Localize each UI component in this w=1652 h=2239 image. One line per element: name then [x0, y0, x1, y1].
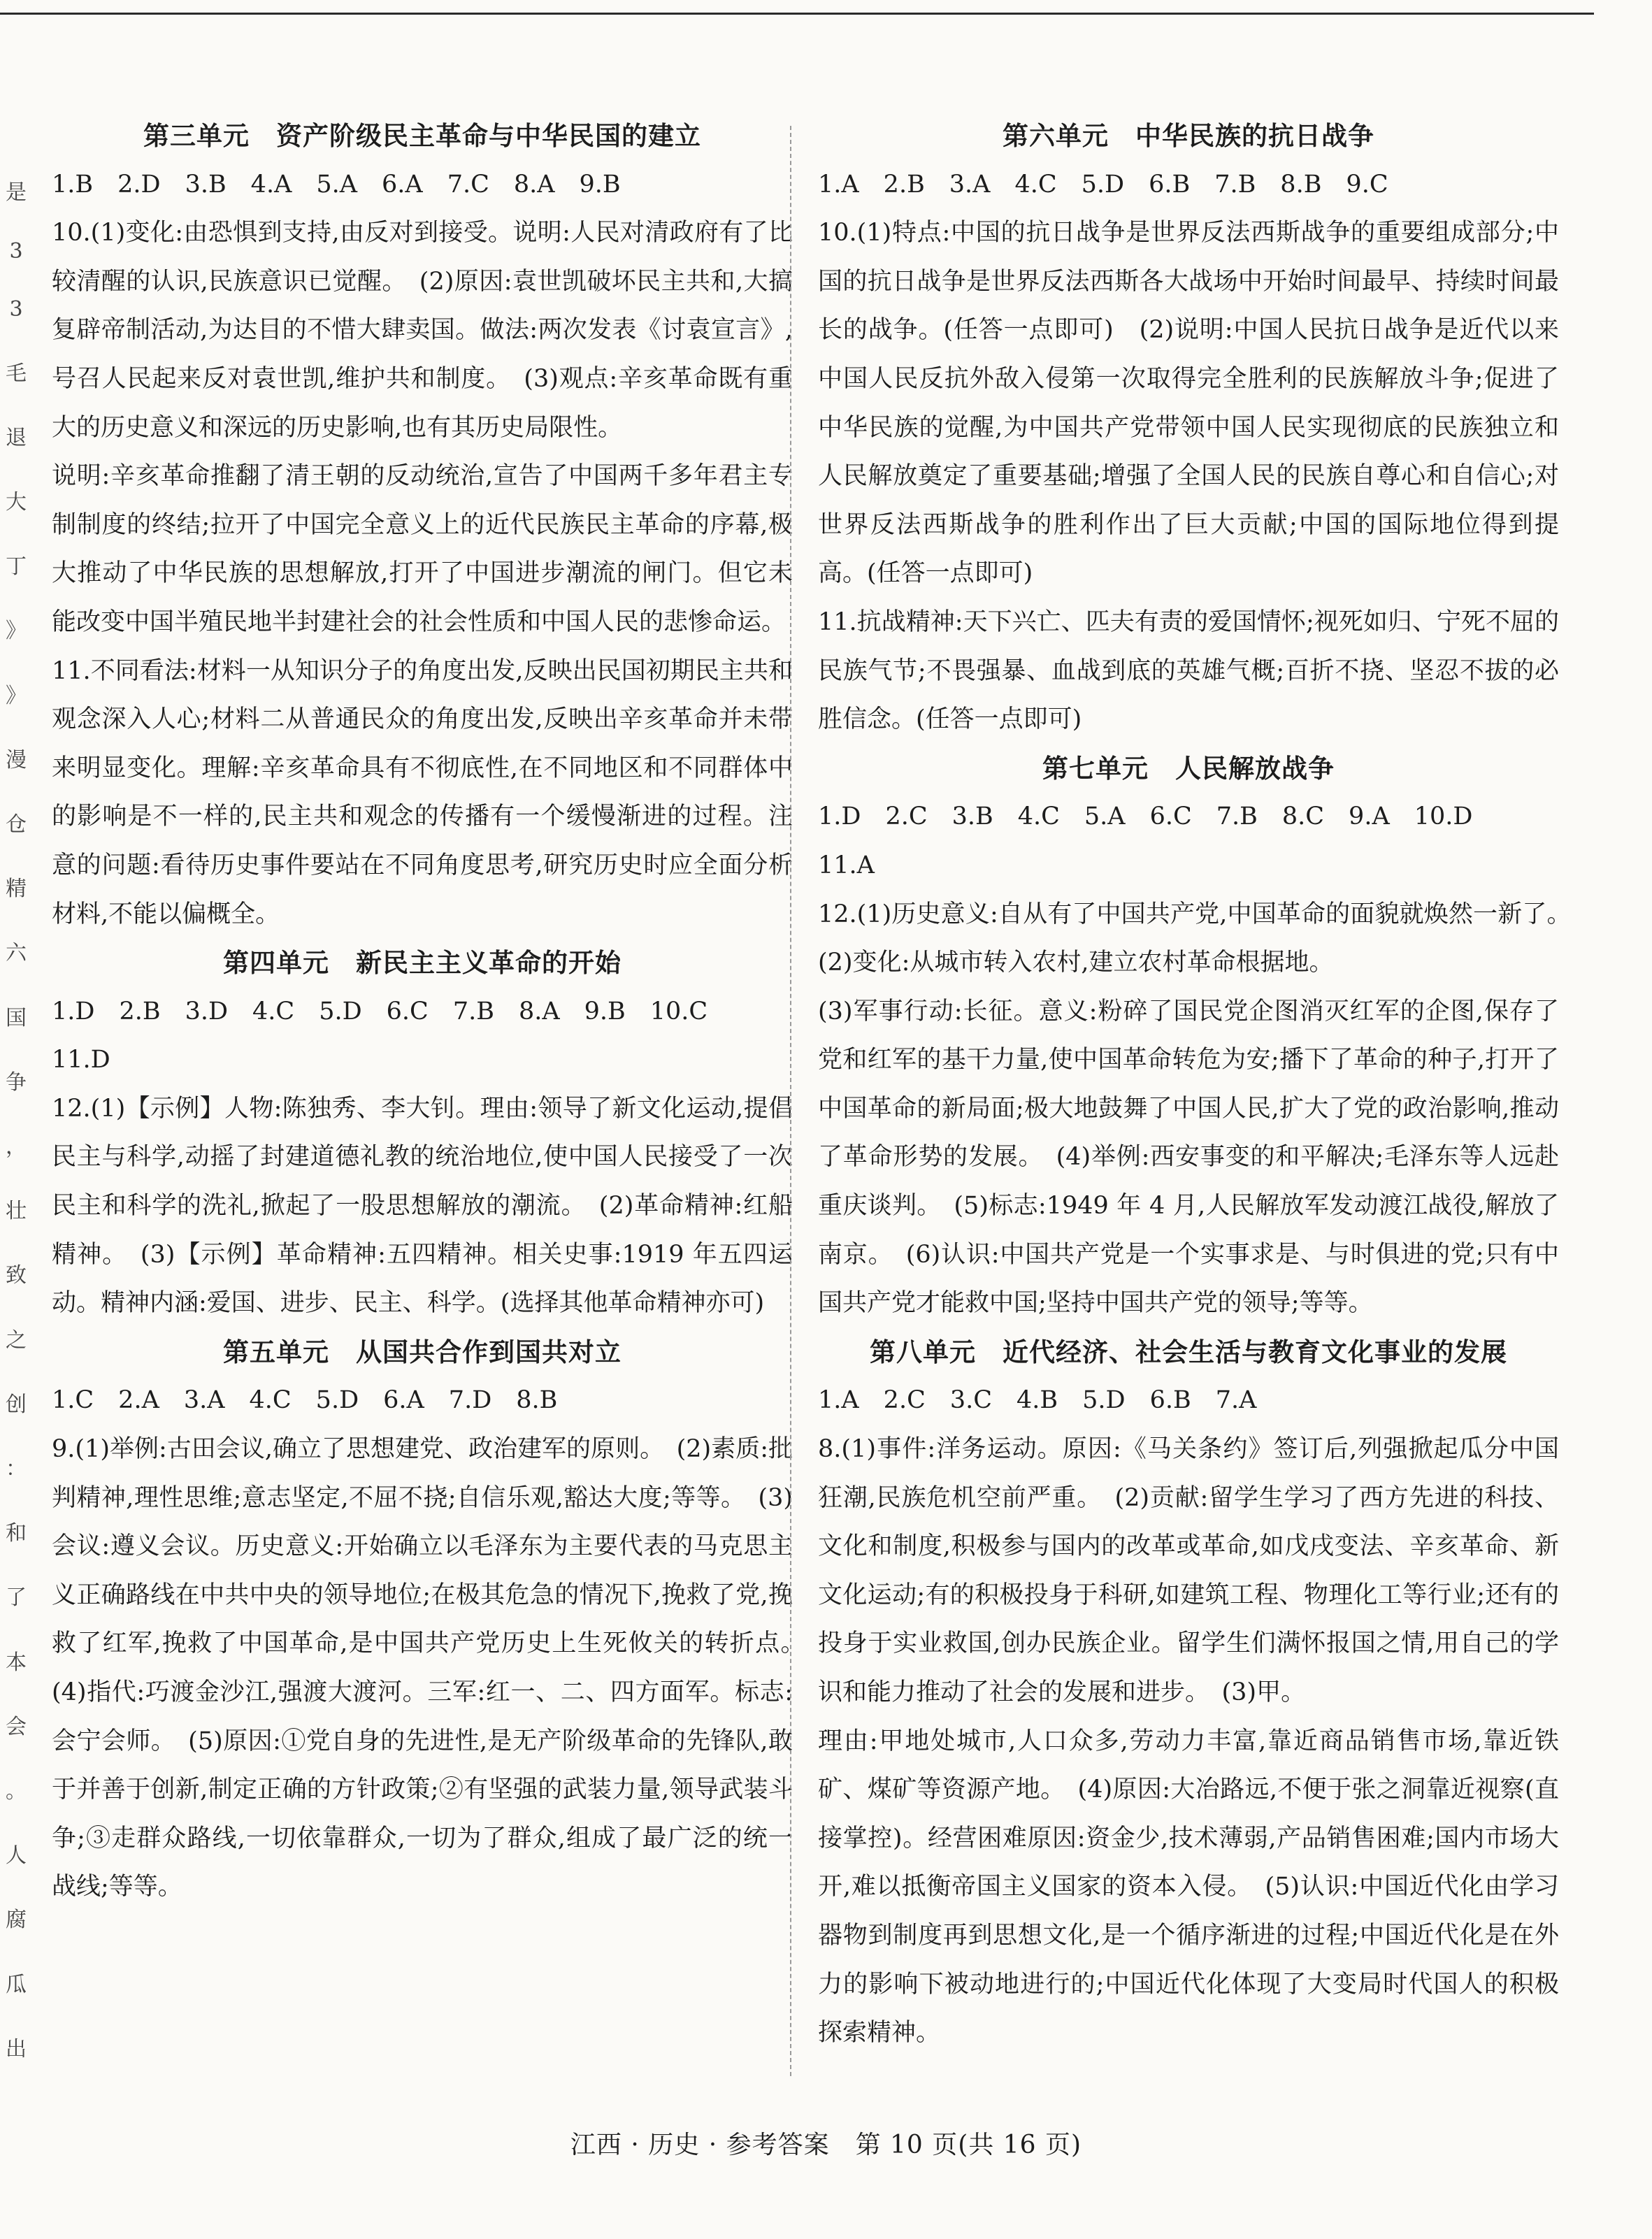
margin-char: 3: [9, 297, 23, 322]
unit-title: 第四单元 新民主主义革命的开始: [223, 948, 622, 979]
margin-char: 是: [6, 180, 27, 205]
margin-char: 》: [6, 619, 27, 644]
margin-char: 人: [6, 1843, 27, 1869]
answer-paragraph: 1.A 2.C 3.C 4.B 5.D 6.B 7.A: [818, 1386, 1257, 1415]
answer-paragraph: 8.(1)事件:洋务运动。原因:《马关条约》签订后,列强掀起瓜分中国狂潮,民族危机空前严重。 (2)贡献:留学生学习了西方先进的科技、文化和制度,积极参与国内的改革或革命,如戊戌变法、辛亥革命、新文化运动;有的积极投身于科研,如建筑工程、物理化工等行业;还有的投身于实业救国,创办民族企业。留学生们满怀报国之情,用自己的学识和能力推动了社会的发展和进步。 (3)甲。: [818, 1435, 1559, 1706]
margin-char: 了: [6, 1585, 27, 1611]
margin-char: 漫: [6, 747, 27, 772]
unit-title: 第八单元 近代经济、社会生活与教育文化事业的发展: [870, 1337, 1507, 1367]
right-column: [818, 112, 1584, 2058]
answer-paragraph: 说明:辛亥革命推翻了清王朝的反动统治,宣告了中国两千多年君主专制制度的终结;拉开了中国完全意义上的近代民族民主革命的序幕,极大推动了中华民族的思想解放,打开了中国进步潮流的闸门。但它未能改变中国半殖民地半封建社会的社会性质和中国人民的悲惨命运。: [52, 462, 793, 636]
answer-paragraph: (3)军事行动:长征。意义:粉碎了国民党企图消灭红军的企图,保存了党和红军的基干力量,使中国革命转危为安;播下了革命的种子,打开了中国革命的新局面;极大地鼓舞了中国人民,扩大了党的政治影响,推动了革命形势的发展。 (4)举例:西安事变的和平解决;毛泽东等人远赴重庆谈判。 (5)标志:1949 年 4 月,人民解放军发动渡江战役,解放了南京。 (6)认识:中国共产党是一个实事求是、与时俱进的党;只有中国共产党才能救中国;坚持中国共产党的领导;等等。: [818, 997, 1559, 1318]
unit-title: 第六单元 中华民族的抗日战争: [1003, 121, 1374, 151]
margin-char: 和: [6, 1521, 27, 1546]
margin-char: 》: [6, 683, 27, 708]
unit-title: 第七单元 人民解放战争: [1042, 753, 1335, 784]
margin-char: 毛: [6, 361, 27, 386]
answer-paragraph: 1.B 2.D 3.B 4.A 5.A 6.A 7.C 8.A 9.B: [52, 170, 621, 199]
column-divider: [790, 126, 791, 2076]
margin-char: ，: [6, 1135, 27, 1160]
answer-paragraph: 理由:甲地处城市,人口众多,劳动力丰富,靠近商品销售市场,靠近铁矿、煤矿等资源产地。 (4)原因:大冶路远,不便于张之洞靠近视察(直接掌控)。经营困难原因:资金少,技术薄弱,产品销售困难;国内市场大开,难以抵衡帝国主义国家的资本入侵。 (5)认识:中国近代化由学习器物到制度再到思想文化,是一个循序渐进的过程;中国近代化是在外力的影响下被动地进行的;中国近代化体现了大变局时代国人的积极探索精神。: [818, 1727, 1559, 2047]
left-column: [52, 112, 818, 1912]
margin-char: 瓜: [6, 1972, 27, 1997]
answer-paragraph: 1.C 2.A 3.A 4.C 5.D 6.A 7.D 8.B: [52, 1386, 558, 1415]
unit-title: 第五单元 从国共合作到国共对立: [223, 1337, 622, 1367]
margin-char: ：: [6, 1457, 27, 1482]
margin-char: 退: [6, 425, 27, 450]
margin-char: 本: [6, 1650, 27, 1675]
margin-char: 创: [6, 1392, 27, 1417]
answer-paragraph: 10.(1)特点:中国的抗日战争是世界反法西斯战争的重要组成部分;中国的抗日战争是世界反法西斯各大战场中开始时间最早、持续时间最长的战争。(任答一点即可) (2)说明:中国人民抗日战争是近代以来中国人民反抗外敌入侵第一次取得完全胜利的民族解放斗争;促进了中华民族的觉醒,为中国共产党带领中国人民实现彻底的民族独立和人民解放奠定了重要基础;增强了全国人民的民族自尊心和自信心;对世界反法西斯战争的胜利作出了巨大贡献;中国的国际地位得到提高。(任答一点即可): [818, 219, 1559, 588]
answer-paragraph: 11.不同看法:材料一从知识分子的角度出发,反映出民国初期民主共和观念深入人心;材料二从普通民众的角度出发,反映出辛亥革命并未带来明显变化。理解:辛亥革命具有不彻底性,在不同地区和不同群体中的影响是不一样的,民主共和观念的传播有一个缓慢渐进的过程。注意的问题:看待历史事件要站在不同角度思考,研究历史时应全面分析材料,不能以偏概全。: [52, 656, 793, 928]
margin-char: 大: [6, 490, 27, 515]
top-rule: [0, 13, 1594, 15]
margin-char: 腐: [6, 1908, 27, 1933]
margin-char: 争: [6, 1070, 27, 1095]
answer-paragraph: 12.(1)历史意义:自从有了中国共产党,中国革命的面貌就焕然一新了。 (2)变化:从城市转入农村,建立农村革命根据地。: [818, 900, 1584, 977]
answer-paragraph: 11.抗战精神:天下兴亡、匹夫有责的爱国情怀;视死如归、宁死不屈的民族气节;不畏强暴、血战到底的英雄气概;百折不挠、坚忍不拔的必胜信念。(任答一点即可): [818, 607, 1559, 734]
answer-paragraph: 9.(1)举例:古田会议,确立了思想建党、政治建军的原则。 (2)素质:批判精神,理性思维;意志坚定,不屈不挠;自信乐观,豁达大度;等等。 (3)会议:遵义会议。历史意义:开始确立以毛泽东为主要代表的马克思主义正确路线在中共中央的领导地位;在极其危急的情况下,挽救了党,挽救了红军,挽救了中国革命,是中国共产党历史上生死攸关的转折点。 (4)指代:巧渡金沙江,强渡大渡河。三军:红一、二、四方面军。标志:会宁会师。 (5)原因:①党自身的先进性,是无产阶级革命的先锋队,敢于并善于创新,制定正确的方针政策;②有坚强的武装力量,领导武装斗争;③走群众路线,一切依靠群众,一切为了群众,组成了最广泛的统一战线;等等。: [52, 1435, 818, 1901]
left-margin-fragments: [4, 175, 28, 2062]
answer-paragraph: 1.D 2.C 3.B 4.C 5.A 6.C 7.B 8.C 9.A 10.D: [818, 802, 1473, 831]
answer-paragraph: 10.(1)变化:由恐惧到支持,由反对到接受。说明:人民对清政府有了比较清醒的认识,民族意识已觉醒。 (2)原因:袁世凯破坏民主共和,大搞复辟帝制活动,为达目的不惜大肆卖国。做法:两次发表《讨袁宣言》,号召人民起来反对袁世凯,维护共和制度。 (3)观点:辛亥革命既有重大的历史意义和深远的历史影响,也有其历史局限性。: [52, 219, 793, 442]
margin-char: 壮: [6, 1199, 27, 1224]
answer-paragraph: 12.(1)【示例】人物:陈独秀、李大钊。理由:领导了新文化运动,提倡民主与科学,动摇了封建道德礼教的统治地位,使中国人民接受了一次民主和科学的洗礼,掀起了一股思想解放的潮流。 (2)革命精神:红船精神。 (3)【示例】革命精神:五四精神。相关史事:1919 年五四运动。精神内涵:爱国、进步、民主、科学。(选择其他革命精神亦可): [52, 1094, 793, 1318]
margin-char: 国: [6, 1005, 27, 1030]
margin-char: 会: [6, 1714, 27, 1739]
margin-char: 3: [9, 239, 23, 264]
unit-title: 第三单元 资产阶级民主革命与中华民国的建立: [143, 121, 701, 151]
page-footer: 江西 · 历史 · 参考答案 第 10 页(共 16 页): [570, 2131, 1082, 2159]
margin-char: 出: [6, 2036, 27, 2061]
margin-char: 六: [6, 941, 27, 966]
answer-paragraph: 1.D 2.B 3.D 4.C 5.D 6.C 7.B 8.A 9.B 10.C: [52, 997, 708, 1025]
margin-char: 丁: [6, 554, 27, 579]
answer-paragraph: 11.A: [818, 851, 875, 879]
answer-paragraph: 11.D: [52, 1046, 110, 1074]
margin-char: 仓: [6, 812, 27, 837]
margin-char: 。: [6, 1779, 27, 1804]
margin-char: 精: [6, 877, 27, 902]
margin-char: 之: [6, 1327, 27, 1353]
margin-char: 致: [6, 1263, 27, 1288]
answer-paragraph: 1.A 2.B 3.A 4.C 5.D 6.B 7.B 8.B 9.C: [818, 170, 1388, 199]
